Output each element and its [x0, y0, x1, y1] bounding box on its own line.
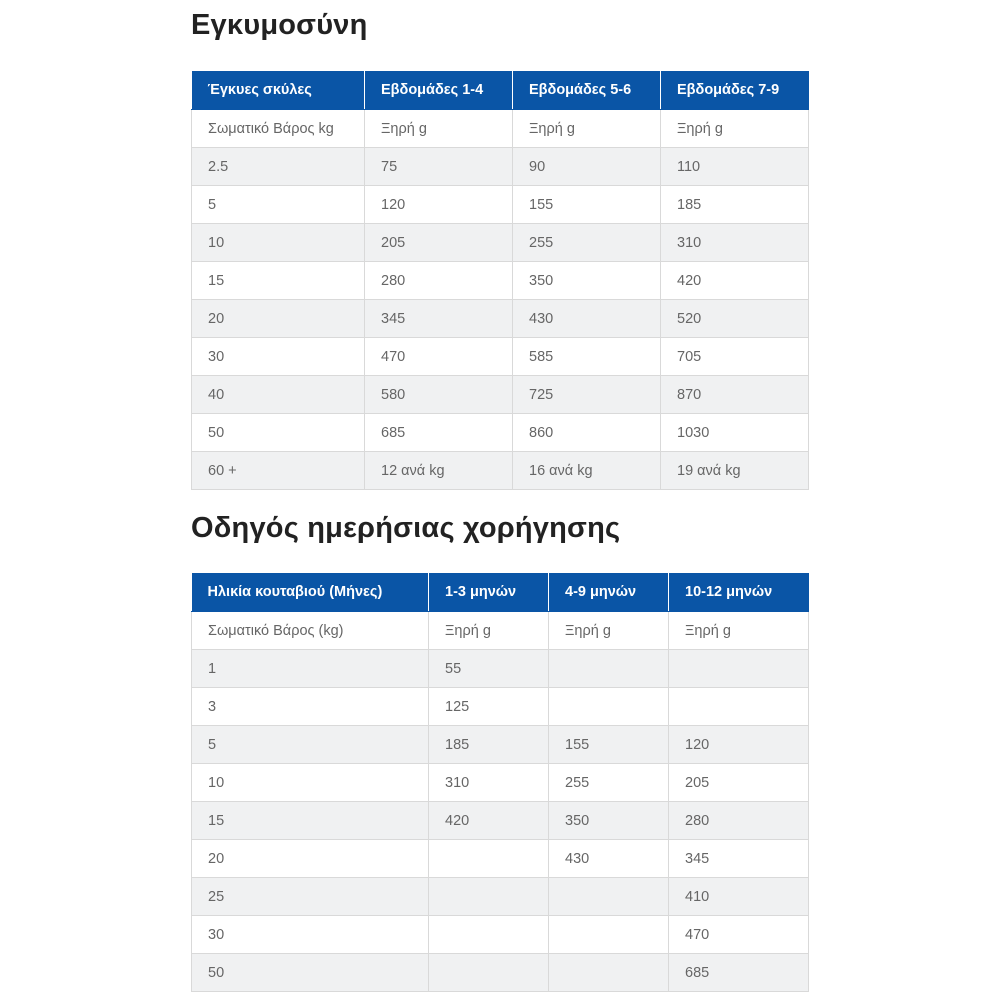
table-row — [192, 110, 809, 148]
table-cell — [669, 650, 809, 688]
table-row — [192, 414, 809, 452]
table-cell: 15 — [192, 802, 429, 840]
table-cell: 2.5 — [192, 148, 365, 186]
table-cell: 55 — [429, 650, 549, 688]
table-cell: Ξηρή g — [661, 110, 809, 148]
column-header: 1-3 μηνών — [429, 573, 549, 612]
table-cell: 420 — [429, 802, 549, 840]
table-cell: 120 — [669, 726, 809, 764]
table-row — [192, 878, 809, 916]
table-cell — [549, 650, 669, 688]
header-row — [192, 71, 809, 110]
column-header: Ηλικία κουταβιού (Μήνες) — [192, 573, 429, 612]
table-cell: 470 — [365, 338, 513, 376]
table-cell: 430 — [549, 840, 669, 878]
table-cell: 5 — [192, 726, 429, 764]
table-cell: 205 — [365, 224, 513, 262]
table-cell: 410 — [669, 878, 809, 916]
table-cell: Σωματικό Βάρος kg — [192, 110, 365, 148]
column-header: Εβδομάδες 7-9 — [661, 71, 809, 110]
table-header — [192, 573, 809, 612]
table-body — [192, 612, 809, 992]
table-row — [192, 224, 809, 262]
table-cell: 50 — [192, 954, 429, 992]
table-row — [192, 954, 809, 992]
table-cell: Ξηρή g — [549, 612, 669, 650]
table-row — [192, 186, 809, 224]
table-cell: 205 — [669, 764, 809, 802]
table-row — [192, 612, 809, 650]
table-cell: 310 — [429, 764, 549, 802]
table-cell — [669, 688, 809, 726]
table-row — [192, 452, 809, 490]
table-row — [192, 650, 809, 688]
table-header — [192, 71, 809, 110]
table-cell: 125 — [429, 688, 549, 726]
table-body — [192, 110, 809, 490]
table-cell — [549, 954, 669, 992]
table-cell: 520 — [661, 300, 809, 338]
table-cell: 90 — [513, 148, 661, 186]
table-cell: 155 — [513, 186, 661, 224]
table-cell: 860 — [513, 414, 661, 452]
table-cell: 3 — [192, 688, 429, 726]
table-cell: 5 — [192, 186, 365, 224]
table-cell — [549, 878, 669, 916]
table-row — [192, 262, 809, 300]
table-cell — [429, 954, 549, 992]
table-cell: 255 — [513, 224, 661, 262]
table-cell: 19 ανά kg — [661, 452, 809, 490]
table-cell — [429, 840, 549, 878]
table-cell: Ξηρή g — [429, 612, 549, 650]
table-cell: 110 — [661, 148, 809, 186]
table-row — [192, 764, 809, 802]
table-cell: 685 — [365, 414, 513, 452]
table-row — [192, 916, 809, 954]
table-cell: 345 — [365, 300, 513, 338]
column-header: Εβδομάδες 1-4 — [365, 71, 513, 110]
table-cell: Ξηρή g — [669, 612, 809, 650]
table-cell: 12 ανά kg — [365, 452, 513, 490]
column-header: Έγκυες σκύλες — [192, 71, 365, 110]
table-cell: 585 — [513, 338, 661, 376]
table-cell: 310 — [661, 224, 809, 262]
puppy-feeding-table — [191, 573, 809, 992]
table-cell: 705 — [661, 338, 809, 376]
table-cell: 20 — [192, 840, 429, 878]
table-row — [192, 148, 809, 186]
table-cell: 470 — [669, 916, 809, 954]
table-row — [192, 726, 809, 764]
column-header: 4-9 μηνών — [549, 573, 669, 612]
table-cell: 185 — [429, 726, 549, 764]
table-cell: 60 + — [192, 452, 365, 490]
table-cell: 580 — [365, 376, 513, 414]
table-cell: 685 — [669, 954, 809, 992]
table-row — [192, 840, 809, 878]
table-cell — [429, 878, 549, 916]
table-cell: 1 — [192, 650, 429, 688]
table-cell: 280 — [669, 802, 809, 840]
table-cell: 1030 — [661, 414, 809, 452]
section-title-pregnancy: Εγκυμοσύνη — [191, 9, 368, 41]
table-cell: Ξηρή g — [365, 110, 513, 148]
table-cell: Ξηρή g — [513, 110, 661, 148]
table-cell: 30 — [192, 916, 429, 954]
table-row — [192, 338, 809, 376]
table-cell: 10 — [192, 764, 429, 802]
table-cell: 350 — [513, 262, 661, 300]
table-cell: 25 — [192, 878, 429, 916]
table-cell: 430 — [513, 300, 661, 338]
table-cell — [429, 916, 549, 954]
table-cell: 30 — [192, 338, 365, 376]
column-header: Εβδομάδες 5-6 — [513, 71, 661, 110]
table-cell: 10 — [192, 224, 365, 262]
table-row — [192, 802, 809, 840]
table-row — [192, 300, 809, 338]
table-cell: 155 — [549, 726, 669, 764]
header-row — [192, 573, 809, 612]
table-row — [192, 376, 809, 414]
table-cell: 345 — [669, 840, 809, 878]
table-cell: 185 — [661, 186, 809, 224]
table-cell: 20 — [192, 300, 365, 338]
pregnancy-feeding-table — [191, 71, 809, 490]
table-cell: 75 — [365, 148, 513, 186]
table-cell — [549, 916, 669, 954]
table-cell: 350 — [549, 802, 669, 840]
table-cell: Σωματικό Βάρος (kg) — [192, 612, 429, 650]
table-cell: 255 — [549, 764, 669, 802]
column-header: 10-12 μηνών — [669, 573, 809, 612]
table-cell: 50 — [192, 414, 365, 452]
table-cell: 870 — [661, 376, 809, 414]
table-cell — [549, 688, 669, 726]
table-row — [192, 688, 809, 726]
section-title-daily-feeding-guide: Οδηγός ημερήσιας χορήγησης — [191, 512, 621, 544]
table-cell: 16 ανά kg — [513, 452, 661, 490]
table-cell: 280 — [365, 262, 513, 300]
table-cell: 15 — [192, 262, 365, 300]
table-cell: 420 — [661, 262, 809, 300]
table-cell: 725 — [513, 376, 661, 414]
table-cell: 120 — [365, 186, 513, 224]
table-cell: 40 — [192, 376, 365, 414]
